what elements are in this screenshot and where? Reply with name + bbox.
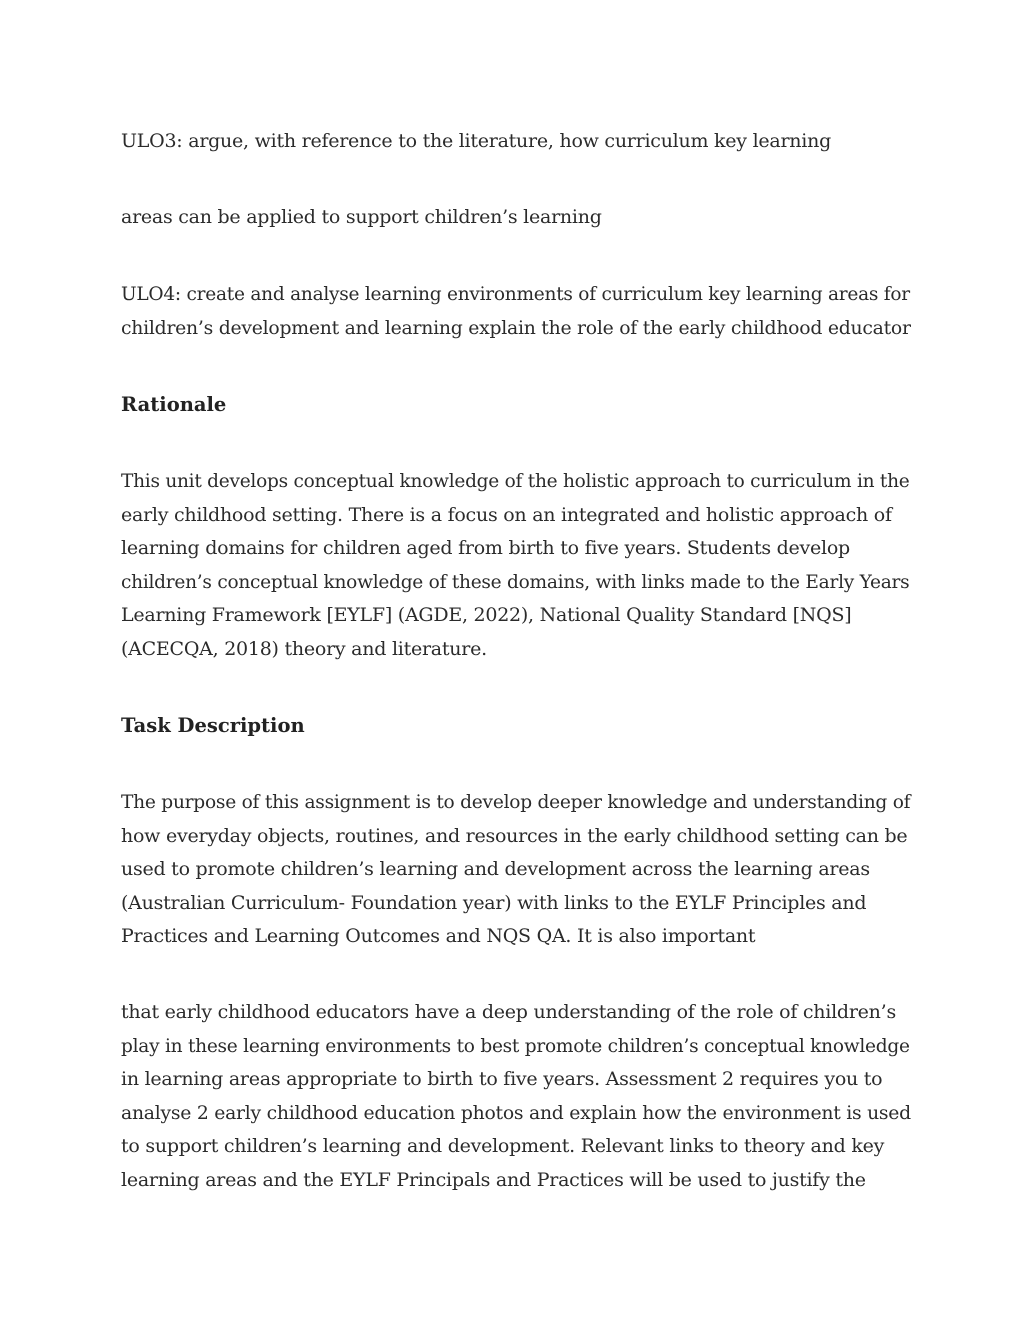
ulo4-line: children’s development and learning explain the role of the early childhood educator (121, 317, 911, 339)
rationale-line: early childhood setting. There is a focus on an integrated and holistic approach of (121, 503, 892, 526)
rationale-line: Learning Framework [EYLF] (AGDE, 2022), National Quality Standard [NQS] (121, 604, 852, 626)
ulo4-line: ULO4: create and analyse learning environments of curriculum key learning areas for (121, 284, 910, 305)
task-description-line: how everyday objects, routines, and resources in the early childhood setting can be (121, 824, 908, 847)
ulo3-line-2: areas can be applied to support children’s learning (121, 206, 602, 228)
task-description-line: The purpose of this assignment is to develop deeper knowledge and understanding of (121, 792, 911, 813)
rationale-line: This unit develops conceptual knowledge of the holistic approach to curriculum in the (121, 471, 910, 492)
task-description-line: Practices and Learning Outcomes and NQS QA. It is also important (121, 925, 756, 947)
task-description-line: learning areas and the EYLF Principals and Practices will be used to justify the (121, 1168, 866, 1191)
task-description-line: that early childhood educators have a deep understanding of the role of children’s (121, 1001, 896, 1023)
ulo3-line-1: ULO3: argue, with reference to the literature, how curriculum key learning (121, 130, 832, 152)
task-description-line: in learning areas appropriate to birth to five years. Assessment 2 requires you to (121, 1068, 883, 1090)
task-description-line: play in these learning environments to best promote children’s conceptual knowledge (121, 1035, 910, 1057)
task-description-line: analyse 2 early childhood education photos and explain how the environment is used (121, 1102, 911, 1124)
rationale-heading: Rationale (121, 393, 227, 416)
rationale-line: (ACECQA, 2018) theory and literature. (121, 637, 487, 660)
task-description-heading: Task Description (121, 714, 305, 737)
task-description-line: used to promote children’s learning and development across the learning areas (121, 858, 870, 880)
task-description-line: to support children’s learning and development. Relevant links to theory and key (121, 1135, 885, 1157)
rationale-line: learning domains for children aged from birth to five years. Students develop (121, 537, 850, 559)
rationale-line: children’s conceptual knowledge of these domains, with links made to the Early Years (121, 571, 910, 593)
task-description-line: (Australian Curriculum- Foundation year) with links to the EYLF Principles and (121, 891, 867, 914)
